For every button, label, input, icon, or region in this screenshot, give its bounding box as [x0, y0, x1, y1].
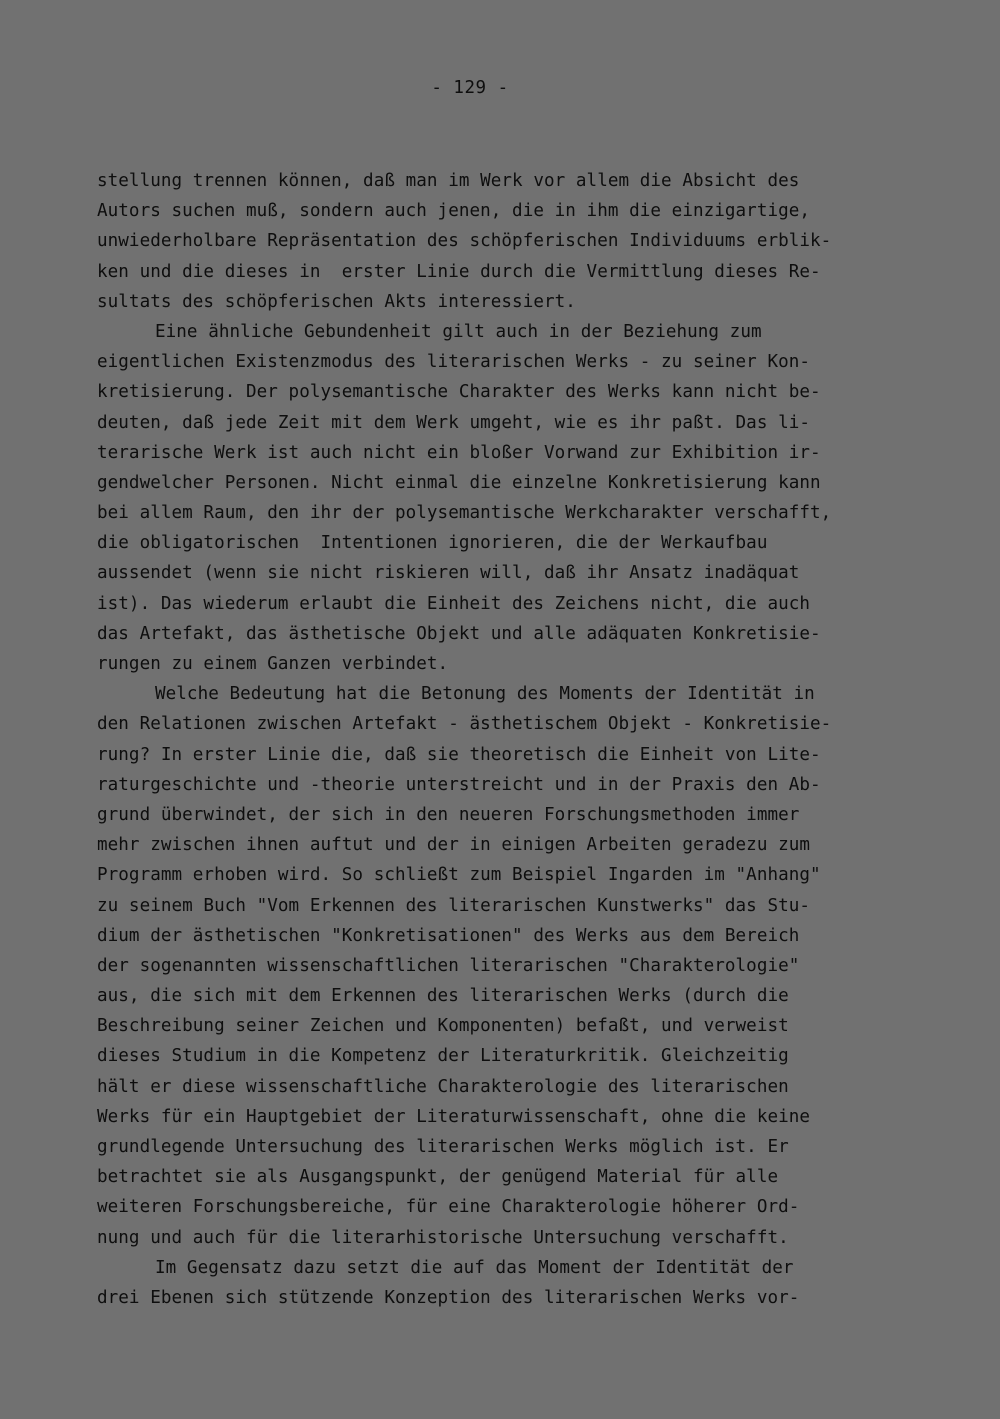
text-line: raturgeschichte und -theorie unterstreicht und in der Praxis den Ab-	[97, 774, 821, 795]
text-line: aus, die sich mit dem Erkennen des literarischen Werks (durch die	[97, 986, 789, 1007]
text-line: der sogenannten wissenschaftlichen literarischen "Charakterologie"	[97, 955, 800, 976]
text-line: deuten, daß jede Zeit mit dem Werk umgeht, wie es ihr paßt. Das li-	[97, 412, 811, 433]
text-line: stellung trennen können, daß man im Werk vor allem die Absicht des	[97, 171, 800, 191]
text-line: grund überwindet, der sich in den neueren Forschungsmethoden immer	[97, 804, 800, 825]
text-line: mehr zwischen ihnen auftut und der in einigen Arbeiten geradezu zum	[97, 835, 811, 856]
text-line: Beschreibung seiner Zeichen und Komponenten) befaßt, und verweist	[97, 1016, 789, 1037]
body-text	[97, 166, 927, 1313]
text-line: Welche Bedeutung hat die Betonung des Moments der Identität in	[155, 684, 815, 705]
text-line: den Relationen zwischen Artefakt - ästhetischem Objekt - Konkretisie-	[97, 714, 832, 735]
text-line: gendwelcher Personen. Nicht einmal die einzelne Konkretisierung kann	[97, 472, 821, 493]
text-line: grundlegende Untersuchung des literarischen Werks möglich ist. Er	[97, 1137, 789, 1157]
text-line: bei allem Raum, den ihr der polysemantische Werkcharakter verschafft,	[97, 503, 832, 524]
text-line: eigentlichen Existenzmodus des literarischen Werks - zu seiner Kon-	[97, 352, 811, 373]
text-line: Eine ähnliche Gebundenheit gilt auch in der Beziehung zum	[155, 321, 762, 342]
text-line: sultats des schöpferischen Akts interessiert.	[97, 291, 576, 312]
text-line: terarische Werk ist auch nicht ein bloßer Vorwand zur Exhibition ir-	[97, 442, 821, 463]
text-line: zu seinem Buch "Vom Erkennen des literarischen Kunstwerks" das Stu-	[97, 895, 811, 916]
text-line: drei Ebenen sich stützende Konzeption des literarischen Werks vor-	[97, 1287, 800, 1308]
text-line: Programm erhoben wird. So schließt zum Beispiel Ingarden im "Anhang"	[97, 865, 821, 886]
text-line: unwiederholbare Repräsentation des schöpferischen Individuums erblik-	[97, 231, 832, 252]
text-line: ken und die dieses in erster Linie durch die Vermittlung dieses Re-	[97, 261, 821, 282]
text-line: Autors suchen muß, sondern auch jenen, die in ihm die einzigartige,	[97, 201, 811, 222]
text-line: hält er diese wissenschaftliche Charakterologie des literarischen	[97, 1076, 789, 1097]
text-line: dium der ästhetischen "Konkretisationen" des Werks aus dem Bereich	[97, 925, 800, 946]
text-line: Im Gegensatz dazu setzt die auf das Moment der Identität der	[155, 1257, 794, 1278]
text-line: dieses Studium in die Kompetenz der Literaturkritik. Gleichzeitig	[97, 1046, 789, 1067]
text-line: Werks für ein Hauptgebiet der Literaturwissenschaft, ohne die keine	[97, 1106, 811, 1127]
text-line: weiteren Forschungsbereiche, für eine Charakterologie höherer Ord-	[97, 1197, 800, 1218]
text-line: aussendet (wenn sie nicht riskieren will, daß ihr Ansatz inadäquat	[97, 563, 800, 584]
text-line: rungen zu einem Ganzen verbindet.	[97, 654, 449, 674]
text-line: betrachtet sie als Ausgangspunkt, der genügend Material für alle	[97, 1167, 779, 1188]
text-line: rung? In erster Linie die, daß sie theoretisch die Einheit von Lite-	[97, 744, 821, 765]
text-line: das Artefakt, das ästhetische Objekt und alle adäquaten Konkretisie-	[97, 623, 821, 644]
text-line: die obligatorischen Intentionen ignorieren, die der Werkaufbau	[97, 533, 768, 554]
text-line: ist). Das wiederum erlaubt die Einheit des Zeichens nicht, die auch	[97, 593, 811, 614]
text-line: nung und auch für die literarhistorische Untersuchung verschafft.	[97, 1227, 789, 1248]
page-number: - 129 -	[431, 78, 509, 98]
text-line: kretisierung. Der polysemantische Charakter des Werks kann nicht be-	[97, 382, 821, 403]
